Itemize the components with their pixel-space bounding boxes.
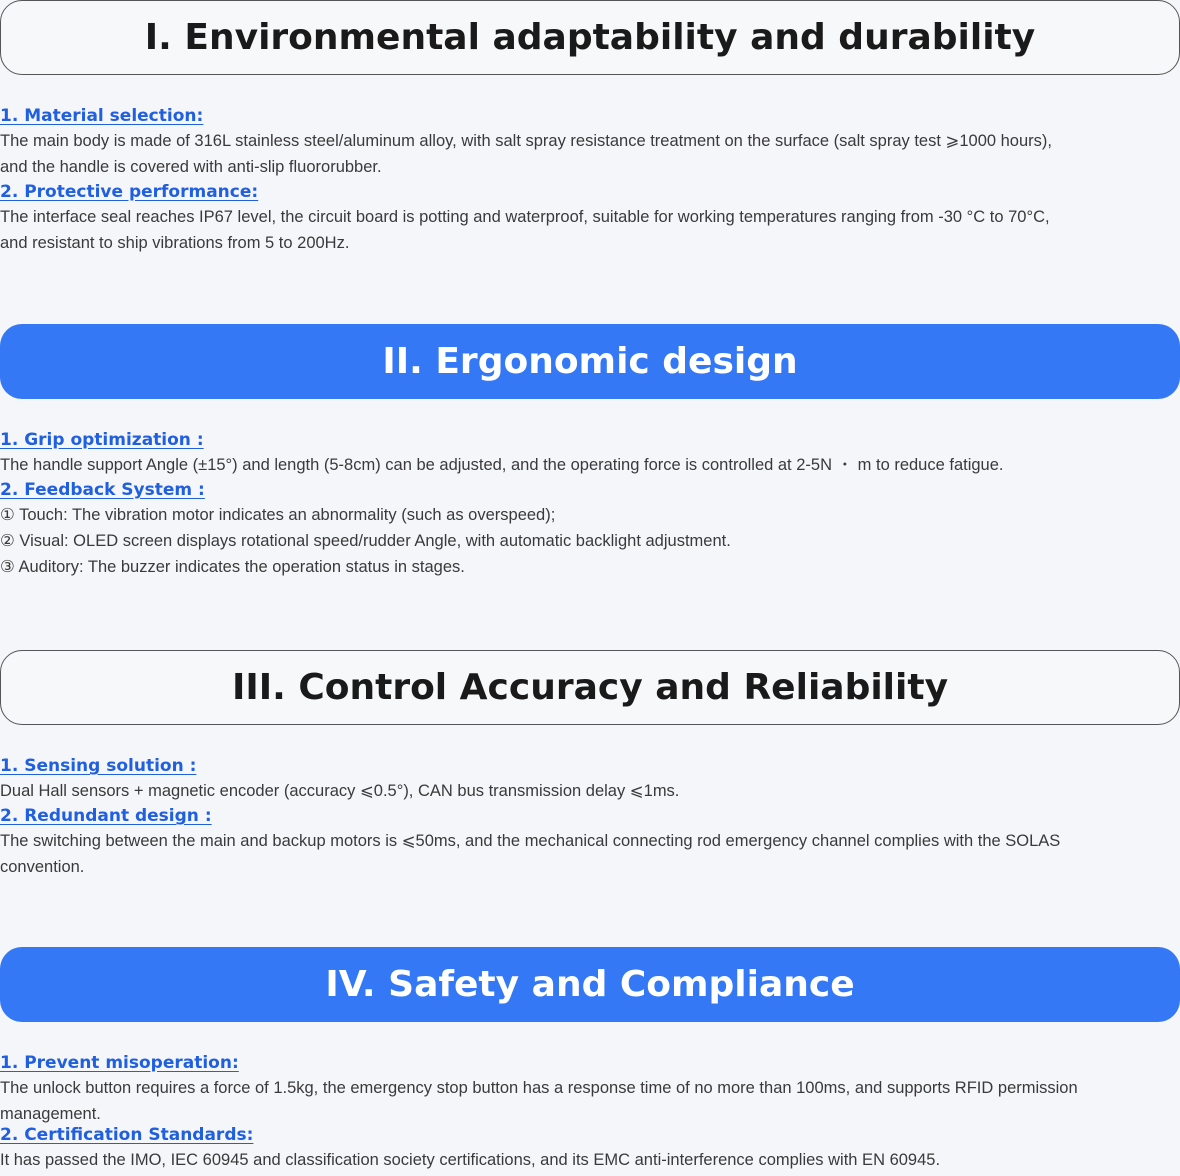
- text-line: ③ Auditory: The buzzer indicates the operation status in stages.: [0, 558, 465, 576]
- text-line: and the handle is covered with anti-slip fluororubber.: [0, 158, 382, 176]
- certification-standards-text: [0, 1147, 1180, 1173]
- section-2-item-1: [0, 428, 1180, 478]
- section-3-item-1: [0, 754, 1180, 804]
- section-1-content: [0, 104, 1180, 256]
- section-2-content: [0, 428, 1180, 580]
- material-selection-title: 1. Material selection:: [0, 106, 204, 126]
- section-4-header: [0, 947, 1180, 1022]
- section-2-header: [0, 324, 1180, 399]
- section-1-item-1: [0, 104, 1180, 180]
- text-line: management.: [0, 1105, 101, 1123]
- text-line: convention.: [0, 858, 85, 876]
- sensing-solution-title: 1. Sensing solution :: [0, 756, 197, 776]
- grip-optimization-text: [0, 452, 1180, 478]
- text-line: ② Visual: OLED screen displays rotational speed/rudder Angle, with automatic backlight adjustment.: [0, 532, 731, 550]
- section-4-item-1: [0, 1051, 1180, 1127]
- prevent-misoperation-title: 1. Prevent misoperation:: [0, 1053, 239, 1073]
- section-2-item-2: [0, 478, 1180, 580]
- protective-performance-title: 2. Protective performance:: [0, 182, 259, 202]
- text-line: Dual Hall sensors + magnetic encoder (accuracy ⩽0.5°), CAN bus transmission delay ⩽1ms.: [0, 782, 680, 800]
- redundant-design-text: [0, 828, 1180, 880]
- text-line: The handle support Angle (±15°) and length (5-8cm) can be adjusted, and the operating force is controlled at 2-5N ・ m to reduce fatigue.: [0, 456, 1004, 474]
- section-3-content: [0, 754, 1180, 880]
- text-line: ① Touch: The vibration motor indicates an abnormality (such as overspeed);: [0, 506, 556, 524]
- text-line: The switching between the main and backup motors is ⩽50ms, and the mechanical connecting rod emergency channel complies with the SOLAS: [0, 832, 1061, 850]
- text-line: It has passed the IMO, IEC 60945 and classification society certifications, and its EMC anti-interference complies with EN 60945.: [0, 1151, 941, 1169]
- text-line: and resistant to ship vibrations from 5 to 200Hz.: [0, 234, 350, 252]
- sensing-solution-text: [0, 778, 1180, 804]
- section-3-title: III. Control Accuracy and Reliability: [231, 667, 949, 708]
- section-3-header: [0, 650, 1180, 725]
- section-4-content: [0, 1051, 1180, 1173]
- text-line: The unlock button requires a force of 1.5kg, the emergency stop button has a response time of no more than 100ms, and supports RFID permission: [0, 1079, 1078, 1097]
- text-line: The main body is made of 316L stainless steel/aluminum alloy, with salt spray resistance treatment on the surface (salt spray test ⩾1000 hours),: [0, 132, 1052, 150]
- feedback-system-title: 2. Feedback System :: [0, 480, 205, 500]
- section-1-title: I. Environmental adaptability and durability: [144, 17, 1036, 58]
- certification-standards-title: 2. Certification Standards:: [0, 1125, 254, 1145]
- section-1-item-2: [0, 180, 1180, 256]
- section-3-item-2: [0, 804, 1180, 880]
- section-1-header: [0, 0, 1180, 75]
- section-2-title: II. Ergonomic design: [382, 341, 798, 382]
- feedback-system-text: [0, 502, 1180, 580]
- redundant-design-title: 2. Redundant design :: [0, 806, 212, 826]
- prevent-misoperation-text: [0, 1075, 1180, 1127]
- material-selection-text: [0, 128, 1180, 180]
- text-line: The interface seal reaches IP67 level, the circuit board is potting and waterproof, suitable for working temperatures ranging from -30 °C to 70°C,: [0, 208, 1050, 226]
- grip-optimization-title: 1. Grip optimization :: [0, 430, 204, 450]
- protective-performance-text: [0, 204, 1180, 256]
- section-4-item-2: [0, 1123, 1180, 1173]
- section-4-title: IV. Safety and Compliance: [325, 964, 855, 1005]
